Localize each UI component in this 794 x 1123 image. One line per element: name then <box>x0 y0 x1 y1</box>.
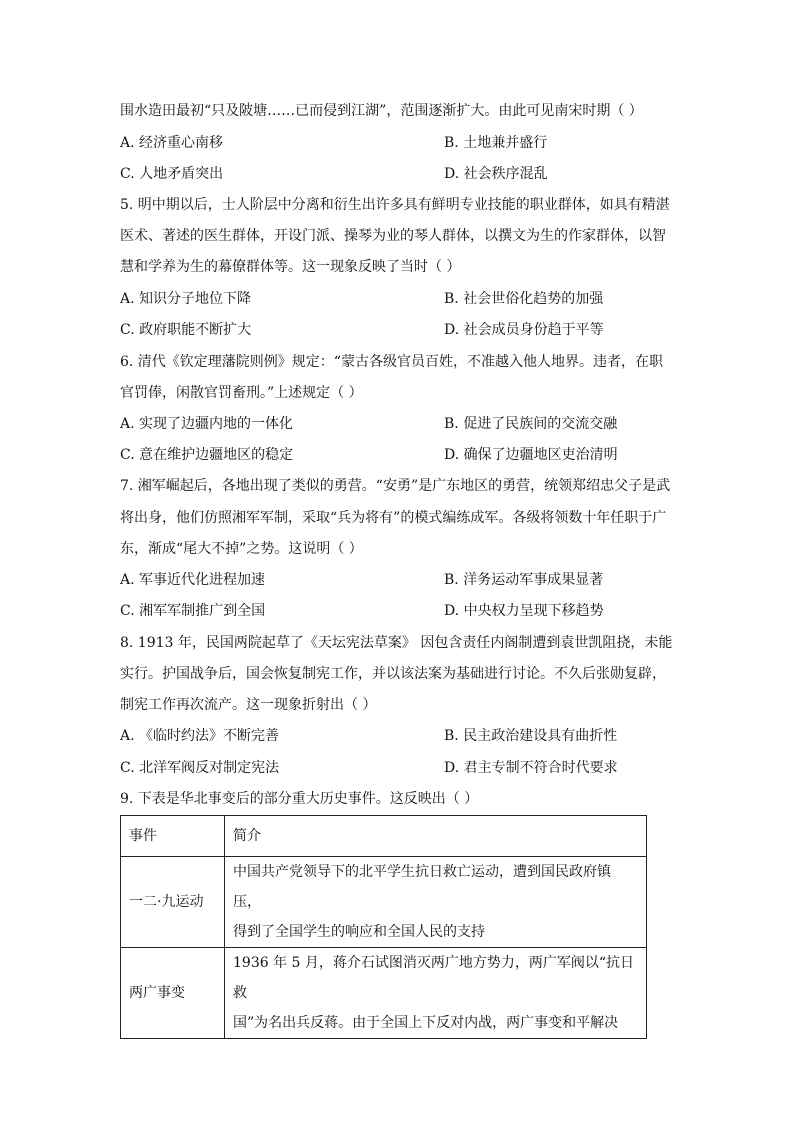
q6-option-d: D. 确保了边疆地区吏治清明 <box>444 447 618 463</box>
q5-option-a: A. 知识分子地位下降 <box>120 291 252 307</box>
table-header-desc: 简介 <box>225 816 647 857</box>
q8-stem-line-2: 实行。护国战争后，国会恢复制宪工作，并以该法案为基础进行讨论。不久后张勋复辟， <box>120 666 666 682</box>
q8-stem-line-1: 8. 1913 年，民国两院起草了《天坛宪法草案》 因包含责任内阁制遭到袁世凯阻挠，未能 <box>120 635 673 651</box>
q7-option-a: A. 军事近代化进程加速 <box>120 572 266 588</box>
desc-line: 得到了全国学生的响应和全国人民的支持 <box>233 924 485 940</box>
q4-stem: 围水造田最初“只及陂塘……已而侵到江湖”，范围逐渐扩大。由此可见南宋时期（ ） <box>120 103 643 119</box>
q8-option-b: B. 民主政治建设具有曲折性 <box>444 728 618 744</box>
q7-stem-line-2: 将出身，他们仿照湘军军制，采取“兵为将有”的模式编练成军。各级将领数十年任职于广 <box>120 510 667 526</box>
table-header-row <box>121 816 647 857</box>
q5-stem-line-3: 慧和学养为生的幕僚群体等。这一现象反映了当时（ ） <box>120 259 461 275</box>
q4-option-a: A. 经济重心南移 <box>120 135 224 151</box>
table-cell-desc <box>225 948 647 1039</box>
q4-option-b: B. 土地兼并盛行 <box>444 135 548 151</box>
q6-option-c: C. 意在维护边疆地区的稳定 <box>120 447 294 463</box>
q7-option-b: B. 洋务运动军事成果显著 <box>444 572 604 588</box>
q8-stem-line-3: 制宪工作再次流产。这一现象折射出（ ） <box>120 697 377 713</box>
q6-stem-line-2: 官罚俸，闲散官罚畜刑。”上述规定（ ） <box>120 385 363 401</box>
table-header-event: 事件 <box>121 816 225 857</box>
table-row <box>121 857 647 948</box>
q8-option-c: C. 北洋军阀反对制定宪法 <box>120 760 280 776</box>
q7-option-d: D. 中央权力呈现下移趋势 <box>444 603 604 619</box>
q7-stem-line-3: 东，渐成“尾大不掉”之势。这说明（ ） <box>120 541 363 557</box>
events-table <box>120 815 647 1039</box>
q5-stem-line-2: 医术、著述的医生群体，开设门派、操琴为业的琴人群体，以撰文为生的作家群体，以智 <box>120 228 666 244</box>
desc-line: 中国共产党领导下的北平学生抗日救亡运动，遭到国民政府镇压， <box>233 864 611 910</box>
q5-option-b: B. 社会世俗化趋势的加强 <box>444 291 604 307</box>
q6-stem-line-1: 6. 清代《钦定理藩院则例》规定：“蒙古各级官员百姓，不准越入他人地界。违者，在职 <box>120 354 663 370</box>
q9-stem: 9. 下表是华北事变后的部分重大历史事件。这反映出（ ） <box>120 791 479 807</box>
q5-stem-line-1: 5. 明中期以后，士人阶层中分离和衍生出许多具有鲜明专业技能的职业群体，如具有精湛 <box>120 197 670 213</box>
q6-option-a: A. 实现了边疆内地的一体化 <box>120 416 294 432</box>
q6-option-b: B. 促进了民族间的交流交融 <box>444 416 618 432</box>
q7-option-c: C. 湘军军制推广到全国 <box>120 603 266 619</box>
table-cell-event: 两广事变 <box>121 948 225 1039</box>
q5-option-c: C. 政府职能不断扩大 <box>120 322 252 338</box>
desc-line: 1936 年 5 月，蒋介石试图消灭两广地方势力，两广军阀以“抗日救 <box>233 955 635 1001</box>
desc-line: 国”为名出兵反蒋。由于全国上下反对内战，两广事变和平解决 <box>233 1015 619 1031</box>
q4-option-c: C. 人地矛盾突出 <box>120 166 224 182</box>
q5-option-d: D. 社会成员身份趋于平等 <box>444 322 604 338</box>
q4-option-d: D. 社会秩序混乱 <box>444 166 548 182</box>
q8-option-d: D. 君主专制不符合时代要求 <box>444 760 618 776</box>
table-row <box>121 948 647 1039</box>
q8-option-a: A. 《临时约法》不断完善 <box>120 728 280 744</box>
table-cell-desc <box>225 857 647 948</box>
q7-stem-line-1: 7. 湘军崛起后，各地出现了类似的勇营。“安勇”是广东地区的勇营，统领郑绍忠父子是武 <box>120 478 671 494</box>
table-cell-event: 一二·九运动 <box>121 857 225 948</box>
